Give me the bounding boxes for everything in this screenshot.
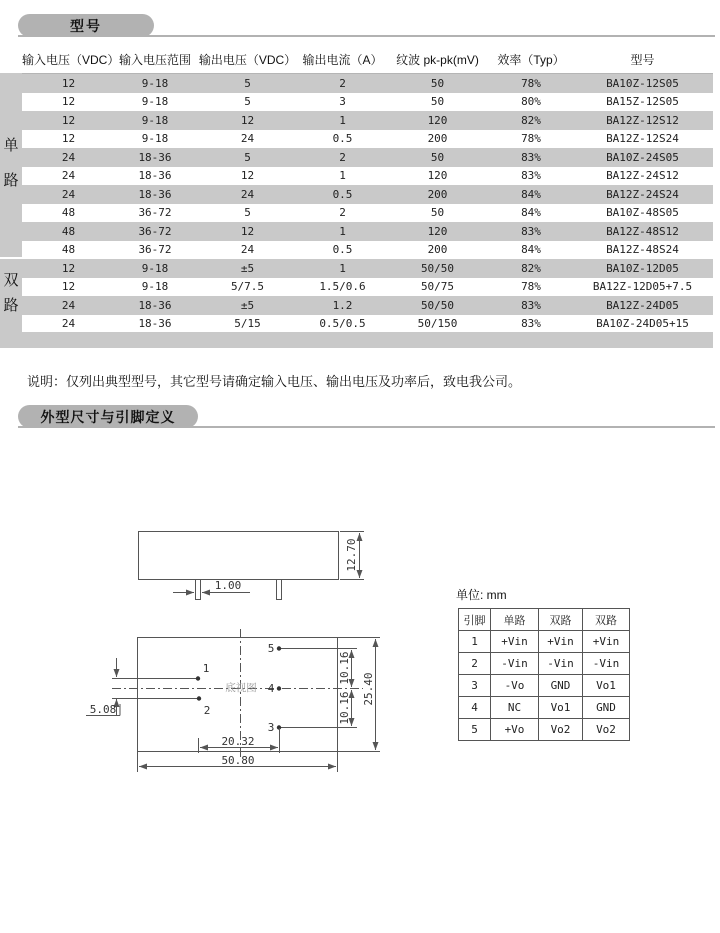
header-cell: 输出电压（VDC） [198,52,297,67]
table-cell: 18-36 [138,187,172,201]
table-cell: BA10Z-48S05 [606,206,679,220]
pin-table-cell: -Vin [491,653,539,675]
table-cell: 9-18 [141,280,169,294]
pin-table-row [459,675,630,697]
table-cell: 12 [61,76,76,90]
table-cell: BA12Z-12S12 [606,113,679,127]
table-cell: 9-18 [141,132,169,146]
table-cell: 1 [339,261,346,275]
dim-pin-pitch-label: 5.08 [89,703,117,716]
group-label-dual [0,268,22,318]
pin-definition-table [458,608,630,741]
pin-table-header-cell: 单路 [491,609,539,631]
pin-2-dot [197,696,201,700]
pin-table-row [459,631,630,653]
pin-1-label: 1 [202,662,210,675]
pin-side-a [196,580,201,600]
models-table-header [0,45,713,73]
table-cell: 50/50 [420,298,455,312]
pin-table-cell: 1 [459,631,491,653]
table-cell: 83% [521,317,541,331]
table-cell: 84% [521,187,541,201]
table-row [0,185,713,204]
table-cell: 24 [240,187,255,201]
dim-row-spacing-top-label: 10.16 [338,651,351,685]
unit-label: 单位: mm [456,588,507,602]
table-cell: 18-36 [138,298,172,312]
dim-row-spacing-bottom-label: 10.16 [338,691,351,725]
table-cell: 78% [521,280,541,294]
table-cell: BA12Z-48S24 [606,243,679,257]
table-cell: 12 [240,169,255,183]
pin-table-cell: NC [491,697,539,719]
table-cell: 1 [339,113,346,127]
table-cell: 5 [244,95,251,109]
dim-body-length-label: 50.80 [221,754,255,767]
table-cell: 120 [427,113,448,127]
table-row [0,296,713,315]
table-cell: 84% [521,243,541,257]
table-row [0,204,713,223]
table-cell: 50/75 [420,280,455,294]
table-cell: 48 [61,206,76,220]
pin-table-cell: Vo2 [539,719,583,741]
table-cell: 80% [521,95,541,109]
table-cell: 0.5 [332,187,353,201]
table-cell: 12 [61,95,76,109]
table-cell: 83% [521,298,541,312]
group-label-char: 路 [3,172,19,189]
table-row [0,315,713,334]
table-cell: 0.5 [332,132,353,146]
table-cell: 36-72 [138,206,172,220]
table-cell: ±5 [240,261,255,275]
pin-table-cell: GND [583,697,630,719]
table-cell: 1 [339,224,346,238]
pin-table-header-row [459,609,630,631]
bottom-view-drawing [80,625,395,777]
table-cell: BA10Z-24S05 [606,150,679,164]
models-table-rows [0,73,713,333]
pin-2-label: 2 [203,704,211,717]
table-cell: 24 [61,317,76,331]
table-row [0,74,713,93]
table-cell: 78% [521,132,541,146]
table-cell: ±5 [240,298,255,312]
models-table-group-column [0,73,22,332]
table-cell: 24 [61,150,76,164]
module-body-side [139,532,339,580]
group-label-single [0,128,22,198]
table-cell: BA12Z-12D05+7.5 [592,280,693,294]
table-cell: 5/15 [234,317,261,331]
dim-pin-width-label: 1.00 [214,579,242,592]
table-cell: 9-18 [141,261,169,275]
pin-1-dot [196,676,200,680]
dim-pin-span-label: 20.32 [221,735,255,748]
table-cell: 82% [521,261,541,275]
table-cell: 9-18 [141,113,169,127]
pin-table-cell: 2 [459,653,491,675]
bottom-view-caption: 底视图 [225,682,257,694]
pin-table-cell: Vo1 [583,675,630,697]
pin-table-cell: +Vo [491,719,539,741]
group-label-char: 单 [3,137,19,154]
pin-table-head [459,609,630,631]
table-cell: 18-36 [138,317,172,331]
table-row [0,259,713,278]
section-title-models [18,14,154,37]
table-cell: 12 [61,280,76,294]
pin-table-row [459,719,630,741]
table-cell: 1.2 [332,298,353,312]
table-cell: 12 [61,113,76,127]
table-cell: 9-18 [141,76,169,90]
table-row [0,93,713,112]
table-cell: 48 [61,224,76,238]
pin-table-cell: 5 [459,719,491,741]
table-cell: 50 [430,150,445,164]
table-row [0,167,713,186]
table-row [0,241,713,260]
header-cell: 输入电压（VDC） [22,52,120,67]
table-row [0,148,713,167]
pin-5-label: 5 [267,642,275,655]
table-cell: 5 [244,150,251,164]
pin-table-header-cell: 双路 [539,609,583,631]
table-cell: 12 [61,132,76,146]
pin-table-cell: +Vin [539,631,583,653]
table-cell: 120 [427,169,448,183]
table-cell: 24 [240,243,255,257]
section-title-models-label: 型号 [70,17,102,34]
table-cell: 50/50 [420,261,455,275]
table-cell: 50 [430,95,445,109]
models-table-footer-strip [0,332,713,348]
table-cell: 50 [430,76,445,90]
pin-3-label: 3 [267,721,275,734]
table-cell: 24 [61,298,76,312]
table-cell: 12 [240,113,255,127]
pin-table-cell: Vo2 [583,719,630,741]
dim-body-width-label: 25.40 [362,672,375,706]
table-cell: 48 [61,243,76,257]
note-text: 说明：仅列出典型型号，其它型号请确定输入电压、输出电压及功率后，致电我公司。 [27,374,522,389]
table-cell: 0.5 [332,243,353,257]
table-cell: 200 [427,132,448,146]
pin-table-cell: 3 [459,675,491,697]
table-cell: BA15Z-12S05 [606,95,679,109]
table-cell: 5/7.5 [230,280,265,294]
table-cell: BA10Z-12S05 [606,76,679,90]
table-cell: 1 [339,169,346,183]
table-cell: 82% [521,113,541,127]
table-cell: 24 [240,132,255,146]
table-cell: 24 [61,169,76,183]
pin-4-label: 4 [267,682,275,695]
table-cell: 50 [430,206,445,220]
pin-table-cell: Vo1 [539,697,583,719]
table-cell: 3 [339,95,346,109]
pin-5-dot [277,646,281,650]
table-row [0,222,713,241]
table-cell: 120 [427,224,448,238]
pin-table-cell: GND [539,675,583,697]
table-cell: 2 [339,76,346,90]
header-cell: 纹波 pk-pk(mV) [396,52,479,67]
section-rule-models [18,35,715,37]
table-cell: 5 [244,76,251,90]
table-cell: 2 [339,206,346,220]
table-cell: BA12Z-12S24 [606,132,679,146]
table-cell: 12 [61,261,76,275]
pin-table-header-cell: 双路 [583,609,630,631]
table-cell: 18-36 [138,169,172,183]
pin-table-cell: -Vin [539,653,583,675]
table-cell: 50/150 [417,317,458,331]
table-cell: 9-18 [141,95,169,109]
pin-table-cell: -Vo [491,675,539,697]
table-cell: 36-72 [138,243,172,257]
header-cell: 型号 [630,52,655,67]
pin-table-row [459,653,630,675]
table-cell: 2 [339,150,346,164]
pin-table-row [459,697,630,719]
table-cell: BA10Z-24D05+15 [596,317,689,331]
table-row [0,111,713,130]
table-cell: BA10Z-12D05 [606,261,679,275]
pin-table-cell: -Vin [583,653,630,675]
table-row [0,278,713,297]
table-cell: 83% [521,150,541,164]
header-cell: 效率（Typ） [497,52,565,67]
header-cell: 输出电流（A） [302,52,383,67]
group-label-char: 双 [3,272,19,289]
pin-table-cell: +Vin [491,631,539,653]
pin-4-dot [277,686,281,690]
pin-side-b [277,580,282,600]
table-cell: 5 [244,206,251,220]
table-cell: BA12Z-24S24 [606,187,679,201]
section-rule-dimensions [18,426,715,428]
table-row [0,130,713,149]
table-cell: 12 [240,224,255,238]
pin-table-header-cell: 引脚 [459,609,491,631]
table-cell: BA12Z-48S12 [606,224,679,238]
group-separator [0,257,22,259]
pin-table-cell: +Vin [583,631,630,653]
pin-table-body [459,631,630,741]
pin-table-cell: 4 [459,697,491,719]
section-title-dimensions [18,405,198,428]
table-cell: 1.5/0.6 [319,280,366,294]
table-cell: 200 [427,243,448,257]
side-view-drawing [100,520,380,615]
table-cell: 0.5/0.5 [319,317,366,331]
table-cell: 83% [521,169,541,183]
group-label-char: 路 [3,297,19,314]
table-cell: 24 [61,187,76,201]
table-cell: BA12Z-24S12 [606,169,679,183]
table-cell: BA12Z-24D05 [606,298,679,312]
table-cell: 18-36 [138,150,172,164]
dim-height-label: 12.70 [345,538,358,572]
table-cell: 78% [521,76,541,90]
table-cell: 36-72 [138,224,172,238]
table-cell: 83% [521,224,541,238]
table-cell: 200 [427,187,448,201]
table-cell: 84% [521,206,541,220]
header-cell: 输入电压范围 [118,52,191,67]
section-title-dimensions-label: 外型尺寸与引脚定义 [40,408,176,425]
